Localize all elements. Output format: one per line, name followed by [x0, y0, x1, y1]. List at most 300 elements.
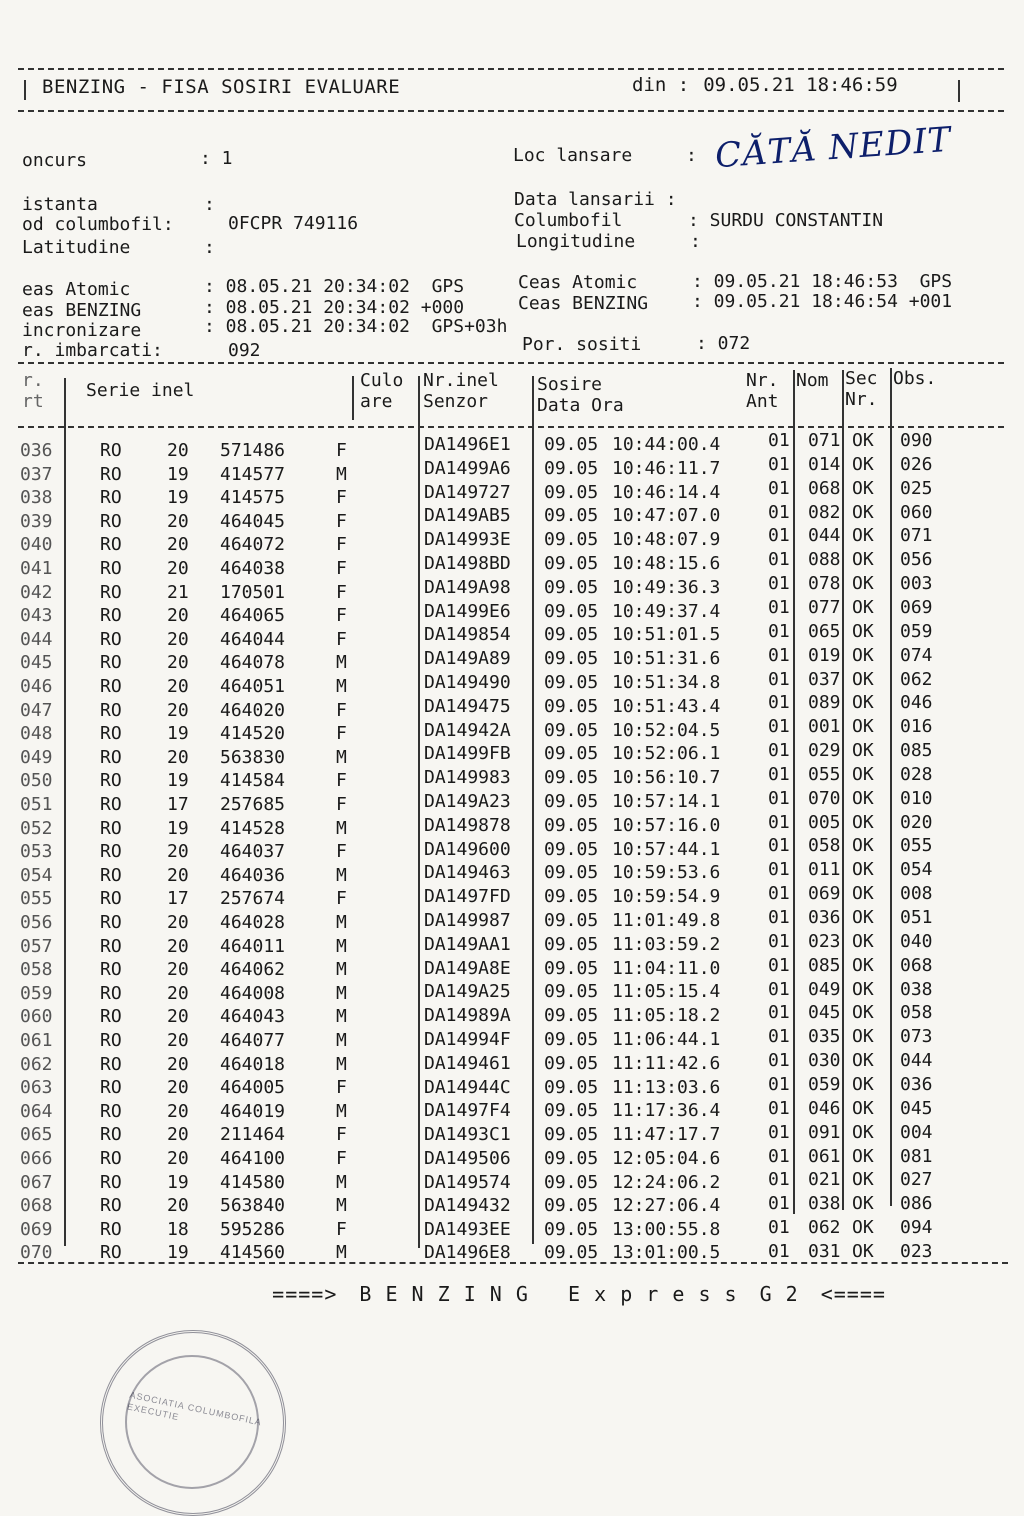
- cell-nom-number: 001: [808, 716, 841, 738]
- cell-sensor-id: DA149983: [424, 767, 511, 789]
- cell-security-status: OK: [852, 692, 874, 714]
- cell-arrival-time: 10:59:53.6: [612, 862, 721, 884]
- cell-antenna-number: 01: [768, 740, 790, 762]
- cell-ring-number: 464072: [220, 534, 286, 556]
- cell-sensor-id: DA1493C1: [424, 1124, 511, 1146]
- ceas-benzing-start-value: : 08.05.21 20:34:02 +000: [204, 297, 465, 318]
- cell-nom-number: 065: [808, 620, 841, 642]
- sositi-value: : 072: [696, 333, 751, 354]
- cell-antenna-number: 01: [768, 1073, 790, 1095]
- cell-sex: F: [336, 581, 347, 603]
- cell-nom-number: 078: [808, 573, 841, 595]
- cell-sex: M: [336, 935, 347, 957]
- header-top-border: [18, 68, 1004, 70]
- cell-row-number: 059: [20, 982, 53, 1004]
- cell-ring-number: 563840: [220, 1195, 286, 1217]
- cell-antenna-number: 01: [768, 620, 790, 642]
- association-stamp: [100, 1330, 286, 1516]
- cell-sensor-id: DA149A8E: [424, 957, 511, 979]
- cell-security-status: OK: [852, 1097, 874, 1119]
- concurs-label: oncurs: [22, 150, 88, 171]
- cell-arrival-time: 10:51:34.8: [612, 672, 721, 693]
- cell-obs-value: 058: [900, 1002, 933, 1024]
- cell-country-code: RO: [100, 581, 122, 603]
- table-row: [0, 1073, 1024, 1100]
- cell-sensor-id: DA1493EE: [424, 1218, 511, 1240]
- cell-arrival-time: 10:51:01.5: [612, 624, 721, 646]
- cell-security-status: OK: [852, 596, 874, 618]
- cell-nom-number: 069: [808, 883, 841, 905]
- cell-ring-number: 571486: [220, 440, 286, 461]
- cell-nom-number: 035: [808, 1026, 841, 1048]
- cell-row-number: 048: [20, 723, 53, 745]
- data-lansarii-label: Data lansarii :: [514, 189, 677, 210]
- cell-row-number: 051: [20, 794, 53, 815]
- loc-lansare-label: Loc lansare: [513, 145, 633, 166]
- cell-arrival-date: 09.05: [544, 862, 599, 884]
- cell-security-status: OK: [852, 1121, 874, 1143]
- cell-sex: F: [336, 1124, 347, 1146]
- cell-security-status: OK: [852, 573, 874, 595]
- cell-antenna-number: 01: [768, 573, 790, 595]
- col-nom-header: Nom: [796, 370, 829, 391]
- cell-ring-number: 464008: [220, 982, 286, 1004]
- cell-obs-value: 062: [900, 668, 933, 690]
- cell-arrival-date: 09.05: [544, 910, 599, 931]
- cell-country-code: RO: [100, 935, 122, 957]
- cell-ring-number: 464065: [220, 605, 286, 627]
- cell-arrival-time: 10:49:36.3: [612, 576, 721, 598]
- cell-arrival-time: 11:11:42.6: [612, 1052, 721, 1074]
- cell-nom-number: 091: [808, 1121, 841, 1143]
- cell-sensor-id: DA149574: [424, 1171, 511, 1193]
- cell-arrival-time: 11:06:44.1: [612, 1029, 721, 1050]
- cell-nom-number: 031: [808, 1240, 841, 1262]
- cell-row-number: 036: [20, 440, 53, 461]
- cell-nom-number: 062: [808, 1217, 841, 1239]
- col-culoare-header-line2: are: [360, 391, 393, 412]
- cell-nom-number: 055: [808, 763, 841, 785]
- cell-ring-year: 20: [167, 1030, 189, 1051]
- cell-sensor-id: DA1498BD: [424, 553, 511, 574]
- col-sosire-header-line1: Sosire: [537, 374, 603, 395]
- cell-antenna-number: 01: [768, 430, 790, 451]
- device-footer: [220, 1258, 886, 1330]
- cell-sensor-id: DA149506: [424, 1148, 511, 1169]
- cell-arrival-date: 09.05: [544, 933, 599, 955]
- cell-obs-value: 046: [900, 692, 933, 714]
- cell-security-status: OK: [852, 1026, 874, 1048]
- cell-ring-year: 20: [167, 935, 189, 957]
- cell-security-status: OK: [852, 1050, 874, 1072]
- footer-arrow-left: <====: [820, 1282, 886, 1306]
- cell-ring-number: 464043: [220, 1006, 286, 1028]
- cell-ring-number: 464077: [220, 1030, 286, 1051]
- cell-antenna-number: 01: [768, 1169, 790, 1191]
- cell-sensor-id: DA14994F: [424, 1029, 511, 1050]
- cell-arrival-time: 11:05:15.4: [612, 981, 721, 1003]
- col-culoare-header: [360, 370, 403, 412]
- cell-security-status: OK: [852, 1002, 874, 1024]
- cell-country-code: RO: [100, 817, 122, 839]
- cell-sex: F: [336, 628, 347, 650]
- cell-nom-number: 037: [808, 668, 841, 690]
- footer-brand: B E N Z I N G E x p r e s s: [359, 1282, 738, 1306]
- cell-ring-number: 414580: [220, 1171, 286, 1193]
- cell-obs-value: 026: [900, 453, 933, 475]
- cell-antenna-number: 01: [768, 954, 790, 976]
- cell-ring-number: 414575: [220, 487, 286, 509]
- col-nr-header-line1: r.: [22, 370, 44, 391]
- col-serie-header: Serie inel: [86, 380, 195, 401]
- cell-sex: F: [336, 794, 347, 815]
- cell-security-status: OK: [852, 549, 874, 571]
- cell-arrival-date: 09.05: [544, 695, 599, 717]
- cell-ring-year: 20: [167, 1006, 189, 1028]
- cell-arrival-time: 13:01:00.5: [612, 1242, 721, 1264]
- cell-nom-number: 077: [808, 596, 841, 618]
- cell-nom-number: 088: [808, 549, 841, 571]
- cell-country-code: RO: [100, 699, 122, 721]
- header-left-border: [24, 80, 26, 100]
- ceas-benzing-start-label: eas BENZING: [22, 300, 142, 321]
- col-obs-header: Obs.: [893, 368, 937, 389]
- cod-columbofil-value: 0FCPR 749116: [228, 213, 359, 234]
- cell-arrival-date: 09.05: [544, 1148, 599, 1169]
- cell-arrival-time: 12:05:04.6: [612, 1148, 721, 1169]
- cell-ring-year: 20: [167, 628, 189, 650]
- cell-ring-number: 464018: [220, 1053, 286, 1075]
- cell-security-status: OK: [852, 954, 874, 976]
- cell-ring-number: 257674: [220, 888, 286, 910]
- cell-sensor-id: DA14944C: [424, 1076, 511, 1098]
- cell-arrival-date: 09.05: [544, 457, 599, 479]
- cell-sensor-id: DA1499A6: [424, 457, 511, 479]
- cell-nom-number: 005: [808, 811, 841, 833]
- cell-ring-number: 464036: [220, 864, 286, 886]
- cell-ring-number: 464019: [220, 1100, 286, 1122]
- cell-country-code: RO: [100, 1195, 122, 1217]
- cell-obs-value: 038: [900, 978, 933, 1000]
- header-right-border: [958, 80, 960, 102]
- cell-arrival-time: 10:48:15.6: [612, 553, 721, 574]
- cell-arrival-time: 10:49:37.4: [612, 600, 721, 622]
- cell-arrival-date: 09.05: [544, 814, 599, 836]
- cell-sensor-id: DA1497F4: [424, 1100, 511, 1122]
- cell-nom-number: 058: [808, 835, 841, 857]
- cell-sensor-id: DA149600: [424, 838, 511, 860]
- cell-ring-year: 20: [167, 1195, 189, 1217]
- cell-sex: M: [336, 864, 347, 886]
- cell-ring-number: 464078: [220, 652, 286, 674]
- cell-ring-year: 17: [167, 888, 189, 910]
- cell-obs-value: 016: [900, 716, 933, 738]
- cell-arrival-time: 10:46:14.4: [612, 481, 721, 503]
- cell-antenna-number: 01: [768, 1217, 790, 1239]
- cell-security-status: OK: [852, 1240, 874, 1262]
- cell-obs-value: 004: [900, 1121, 933, 1143]
- loc-lansare-sep: :: [686, 145, 697, 166]
- cell-sex: M: [336, 982, 347, 1004]
- cell-security-status: OK: [852, 1217, 874, 1239]
- cell-ring-number: 464062: [220, 959, 286, 981]
- report-date-label: din :: [632, 74, 690, 96]
- cell-row-number: 037: [20, 463, 53, 485]
- cell-sex: M: [336, 1171, 347, 1193]
- cell-ring-year: 20: [167, 699, 189, 721]
- cell-ring-year: 20: [167, 676, 189, 697]
- cell-antenna-number: 01: [768, 930, 790, 952]
- col-nr-header: [22, 370, 44, 412]
- cell-nom-number: 011: [808, 859, 841, 881]
- cell-ring-number: 257685: [220, 794, 286, 815]
- cell-sex: F: [336, 534, 347, 556]
- cell-ring-number: 563830: [220, 746, 286, 768]
- cell-sensor-id: DA1499E6: [424, 600, 511, 622]
- cell-ring-year: 20: [167, 982, 189, 1004]
- cell-country-code: RO: [100, 1100, 122, 1122]
- cell-security-status: OK: [852, 883, 874, 905]
- cell-arrival-time: 10:47:07.0: [612, 505, 721, 527]
- cell-obs-value: 054: [900, 859, 933, 881]
- cell-sex: M: [336, 1100, 347, 1122]
- cell-ring-year: 19: [167, 770, 189, 792]
- table-top-border: [18, 362, 1004, 364]
- cell-row-number: 061: [20, 1030, 53, 1051]
- cell-country-code: RO: [100, 676, 122, 697]
- cell-ring-number: 414577: [220, 463, 286, 485]
- cell-arrival-time: 10:44:00.4: [612, 434, 721, 455]
- cell-country-code: RO: [100, 1030, 122, 1051]
- cell-sex: F: [336, 510, 347, 532]
- cell-arrival-date: 09.05: [544, 1242, 599, 1264]
- cell-arrival-date: 09.05: [544, 481, 599, 503]
- cell-obs-value: 068: [900, 954, 933, 976]
- cell-sensor-id: DA149461: [424, 1052, 511, 1074]
- col-ant-header-line2: Ant: [746, 391, 779, 412]
- cell-nom-number: 014: [808, 453, 841, 475]
- cell-obs-value: 074: [900, 644, 933, 666]
- cell-arrival-date: 09.05: [544, 505, 599, 527]
- cell-ring-year: 20: [167, 912, 189, 933]
- cell-ring-number: 464005: [220, 1077, 286, 1099]
- cell-antenna-number: 01: [768, 763, 790, 785]
- sositi-label: Por. sositi: [522, 334, 642, 355]
- col-separator-serie: [352, 376, 354, 420]
- ceas-benzing-end-label: Ceas BENZING: [518, 293, 649, 314]
- cell-country-code: RO: [100, 1171, 122, 1193]
- cell-security-status: OK: [852, 978, 874, 1000]
- cell-ring-year: 20: [167, 1124, 189, 1146]
- cell-country-code: RO: [100, 1077, 122, 1099]
- cell-antenna-number: 01: [768, 1002, 790, 1024]
- cell-arrival-date: 09.05: [544, 791, 599, 812]
- cell-ring-number: 170501: [220, 581, 286, 603]
- cell-arrival-date: 09.05: [544, 672, 599, 693]
- table-row: [0, 1219, 1024, 1242]
- cell-obs-value: 069: [900, 596, 933, 618]
- cell-ring-year: 20: [167, 605, 189, 627]
- cell-country-code: RO: [100, 463, 122, 485]
- cell-country-code: RO: [100, 770, 122, 792]
- cell-country-code: RO: [100, 558, 122, 579]
- cell-sensor-id: DA149490: [424, 672, 511, 693]
- cell-nom-number: 046: [808, 1097, 841, 1119]
- cell-row-number: 039: [20, 510, 53, 532]
- cell-security-status: OK: [852, 620, 874, 642]
- cell-arrival-date: 09.05: [544, 624, 599, 646]
- cell-ring-number: 211464: [220, 1124, 286, 1146]
- cell-arrival-time: 11:47:17.7: [612, 1124, 721, 1146]
- cell-row-number: 042: [20, 581, 53, 603]
- cell-security-status: OK: [852, 453, 874, 475]
- cell-ring-number: 464045: [220, 510, 286, 532]
- cell-ring-year: 20: [167, 1100, 189, 1122]
- cell-ring-year: 20: [167, 864, 189, 886]
- cell-ring-number: 464011: [220, 935, 286, 957]
- cell-nom-number: 071: [808, 430, 841, 451]
- handwritten-location: CĂTĂ NEDIT: [713, 119, 953, 177]
- cell-row-number: 047: [20, 699, 53, 721]
- cell-ring-number: 414584: [220, 770, 286, 792]
- cell-sensor-id: DA149A89: [424, 648, 511, 670]
- cell-ring-year: 19: [167, 723, 189, 745]
- latitudine-sep: :: [204, 237, 215, 258]
- cell-antenna-number: 01: [768, 1193, 790, 1215]
- cell-ring-year: 18: [167, 1218, 189, 1240]
- cell-sex: F: [336, 1218, 347, 1240]
- cell-ring-year: 19: [167, 487, 189, 509]
- cell-ring-year: 19: [167, 1171, 189, 1193]
- cell-antenna-number: 01: [768, 978, 790, 1000]
- cell-antenna-number: 01: [768, 1026, 790, 1048]
- cell-arrival-date: 09.05: [544, 600, 599, 622]
- cell-ring-number: 595286: [220, 1218, 286, 1240]
- cell-row-number: 056: [20, 912, 53, 933]
- cell-obs-value: 056: [900, 549, 933, 571]
- cell-security-status: OK: [852, 907, 874, 928]
- cell-sensor-id: DA149878: [424, 814, 511, 836]
- cell-nom-number: 068: [808, 477, 841, 499]
- ceas-atomic-start-label: eas Atomic: [22, 279, 131, 300]
- cell-row-number: 066: [20, 1148, 53, 1169]
- cell-country-code: RO: [100, 794, 122, 815]
- report-date: [632, 74, 898, 96]
- cell-obs-value: 094: [900, 1217, 933, 1239]
- cell-ring-year: 19: [167, 817, 189, 839]
- cell-country-code: RO: [100, 1218, 122, 1240]
- cell-obs-value: 027: [900, 1169, 933, 1191]
- cell-antenna-number: 01: [768, 549, 790, 571]
- ceas-atomic-start-value: : 08.05.21 20:34:02 GPS: [204, 276, 465, 297]
- cell-country-code: RO: [100, 888, 122, 910]
- cell-security-status: OK: [852, 859, 874, 881]
- cell-obs-value: 003: [900, 573, 933, 595]
- cell-ring-year: 20: [167, 652, 189, 674]
- cell-antenna-number: 01: [768, 811, 790, 833]
- cell-sensor-id: DA149AA1: [424, 933, 511, 955]
- report-date-value: 09.05.21 18:46:59: [703, 74, 898, 96]
- cell-row-number: 064: [20, 1100, 53, 1122]
- cell-row-number: 069: [20, 1218, 53, 1240]
- cell-ring-number: 414520: [220, 723, 286, 745]
- cell-ring-year: 20: [167, 558, 189, 579]
- col-sosire-header-line2: Data Ora: [537, 395, 624, 416]
- cell-country-code: RO: [100, 1242, 122, 1264]
- cell-arrival-time: 10:52:04.5: [612, 719, 721, 741]
- cell-row-number: 068: [20, 1195, 53, 1217]
- cell-sex: F: [336, 605, 347, 627]
- cell-arrival-time: 13:00:55.8: [612, 1218, 721, 1240]
- cell-antenna-number: 01: [768, 907, 790, 928]
- cell-nom-number: 044: [808, 525, 841, 547]
- cell-obs-value: 055: [900, 835, 933, 857]
- cell-arrival-date: 09.05: [544, 1195, 599, 1217]
- cell-antenna-number: 01: [768, 716, 790, 738]
- cell-arrival-time: 10:57:44.1: [612, 838, 721, 860]
- cell-sex: M: [336, 1195, 347, 1217]
- cell-row-number: 063: [20, 1077, 53, 1099]
- cell-obs-value: 059: [900, 620, 933, 642]
- cell-row-number: 058: [20, 959, 53, 981]
- cell-ring-number: 464038: [220, 558, 286, 579]
- cell-ring-year: 20: [167, 1077, 189, 1099]
- cell-ring-year: 20: [167, 1053, 189, 1075]
- cell-row-number: 065: [20, 1124, 53, 1146]
- cell-sex: F: [336, 1148, 347, 1169]
- cell-sex: M: [336, 912, 347, 933]
- cell-sensor-id: DA149463: [424, 862, 511, 884]
- cell-sensor-id: DA149A98: [424, 576, 511, 598]
- cell-antenna-number: 01: [768, 835, 790, 857]
- col-sec-header-line1: Sec: [845, 368, 878, 389]
- cell-arrival-time: 10:57:16.0: [612, 814, 721, 836]
- cell-security-status: OK: [852, 740, 874, 762]
- imbarcati-label: r. imbarcati:: [22, 340, 163, 361]
- cell-obs-value: 036: [900, 1073, 933, 1095]
- concurs-value: : 1: [200, 148, 233, 169]
- cell-country-code: RO: [100, 841, 122, 863]
- cell-nom-number: 030: [808, 1050, 841, 1072]
- cell-ring-number: 464051: [220, 676, 286, 697]
- longitudine-label: Longitudine: [516, 231, 636, 252]
- cell-ring-number: 464100: [220, 1148, 286, 1169]
- cell-obs-value: 044: [900, 1050, 933, 1072]
- cell-arrival-date: 09.05: [544, 957, 599, 979]
- cell-ring-year: 20: [167, 510, 189, 532]
- cell-arrival-date: 09.05: [544, 529, 599, 551]
- cell-arrival-time: 10:51:31.6: [612, 648, 721, 670]
- cell-arrival-date: 09.05: [544, 1218, 599, 1240]
- cell-arrival-time: 10:46:11.7: [612, 457, 721, 479]
- table-row: [0, 1169, 1024, 1195]
- cell-arrival-date: 09.05: [544, 648, 599, 670]
- cell-sensor-id: DA14989A: [424, 1005, 511, 1027]
- cell-country-code: RO: [100, 605, 122, 627]
- cell-security-status: OK: [852, 1145, 874, 1167]
- cell-country-code: RO: [100, 959, 122, 981]
- table-row: [0, 1145, 1024, 1171]
- cell-security-status: OK: [852, 644, 874, 666]
- cell-obs-value: 025: [900, 477, 933, 499]
- cell-arrival-time: 11:13:03.6: [612, 1076, 721, 1098]
- cell-arrival-date: 09.05: [544, 1029, 599, 1050]
- cell-antenna-number: 01: [768, 668, 790, 690]
- cell-row-number: 049: [20, 746, 53, 768]
- cell-country-code: RO: [100, 440, 122, 461]
- cell-nom-number: 023: [808, 930, 841, 952]
- cell-obs-value: 073: [900, 1026, 933, 1048]
